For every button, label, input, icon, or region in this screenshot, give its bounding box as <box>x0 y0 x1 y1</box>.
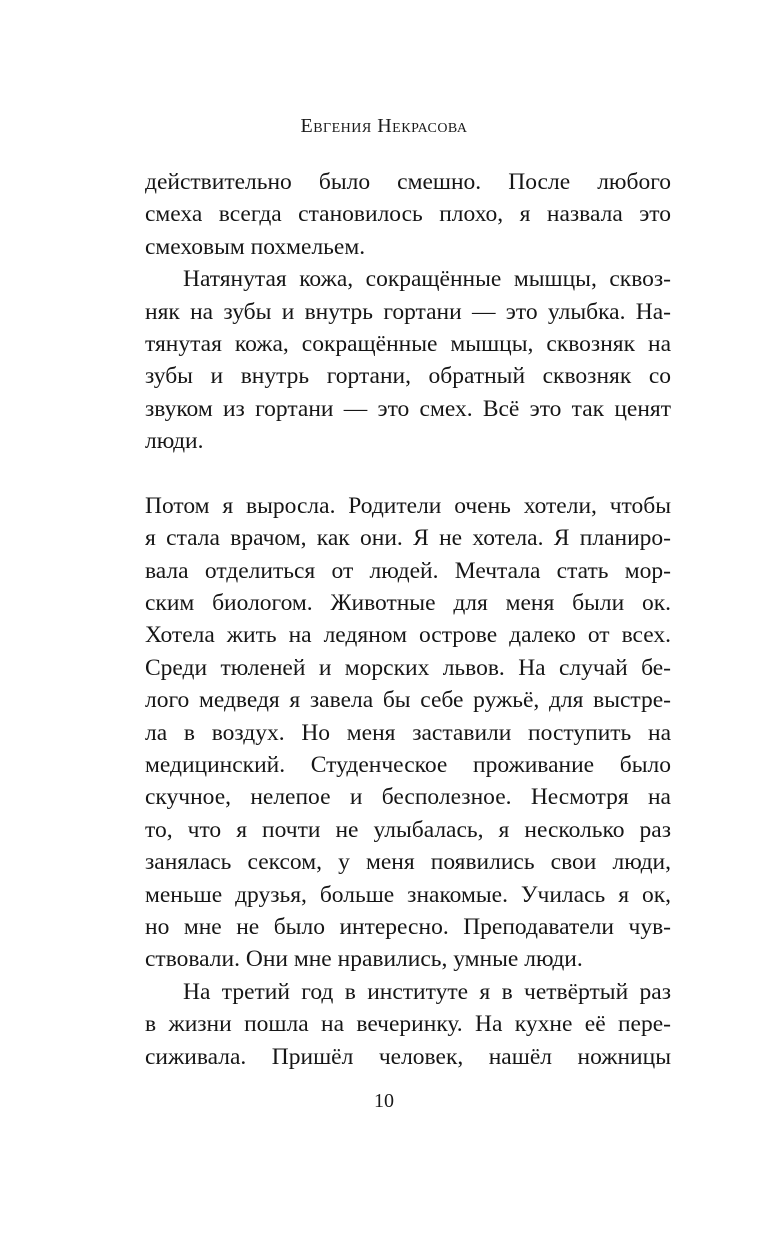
text-line: но мне не было интересно. Преподаватели чув- <box>145 913 671 940</box>
text-line: Хотела жить на ледяном острове далеко от всех. <box>145 622 671 649</box>
text-line: няк на зубы и внутрь гортани — это улыбка. На- <box>145 298 671 325</box>
section-break <box>145 458 671 490</box>
text-line: звуком из гортани — это смех. Всё это так ценят <box>145 395 671 422</box>
text-line: На третий год в институте я в четвёртый раз <box>183 978 671 1005</box>
text-line: ствовали. Они мне нравились, умные люди. <box>145 946 583 973</box>
text-line: ским биологом. Животные для меня были ок. <box>145 590 671 617</box>
text-line: зубы и внутрь гортани, обратный сквозняк со <box>145 363 671 390</box>
text-line: смеховым похмельем. <box>145 233 366 260</box>
text-line: действительно было смешно. После любого <box>145 169 671 195</box>
text-line: лого медведя я завела бы себе ружьё, для выстре- <box>145 687 671 714</box>
text-line: скучное, нелепое и бесполезное. Несмотря на <box>145 784 671 811</box>
text-line: Потом я выросла. Родители очень хотели, чтобы <box>145 492 671 519</box>
text-line: смеха всегда становилось плохо, я назвала это <box>145 201 671 228</box>
text-line: Натянутая кожа, сокращённые мышцы, сквоз- <box>183 266 671 293</box>
text-line: Среди тюленей и морских львов. На случай бе- <box>145 654 671 681</box>
text-line: медицинский. Студенческое проживание было <box>145 752 671 779</box>
body-text <box>145 166 671 1073</box>
page-number: 10 <box>374 1090 394 1112</box>
running-header: Евгения Некрасова <box>300 115 468 137</box>
text-line: занялась сексом, у меня появились свои люди, <box>145 849 671 876</box>
text-line: сиживала. Пришёл человек, нашёл ножницы <box>145 1043 671 1070</box>
text-line: то, что я почти не улыбалась, я несколько раз <box>145 816 671 843</box>
text-line: я стала врачом, как они. Я не хотела. Я планиро- <box>145 525 671 552</box>
text-line: меньше друзья, больше знакомые. Училась я ок, <box>145 881 671 908</box>
text-line: ла в воздух. Но меня заставили поступить на <box>145 719 671 746</box>
text-line: в жизни пошла на вечеринку. На кухне её пере- <box>145 1011 671 1038</box>
text-line: тянутая кожа, сокращённые мышцы, сквозняк на <box>145 330 671 357</box>
text-line: вала отделиться от людей. Мечтала стать мор- <box>145 557 671 584</box>
text-line: люди. <box>145 428 204 455</box>
